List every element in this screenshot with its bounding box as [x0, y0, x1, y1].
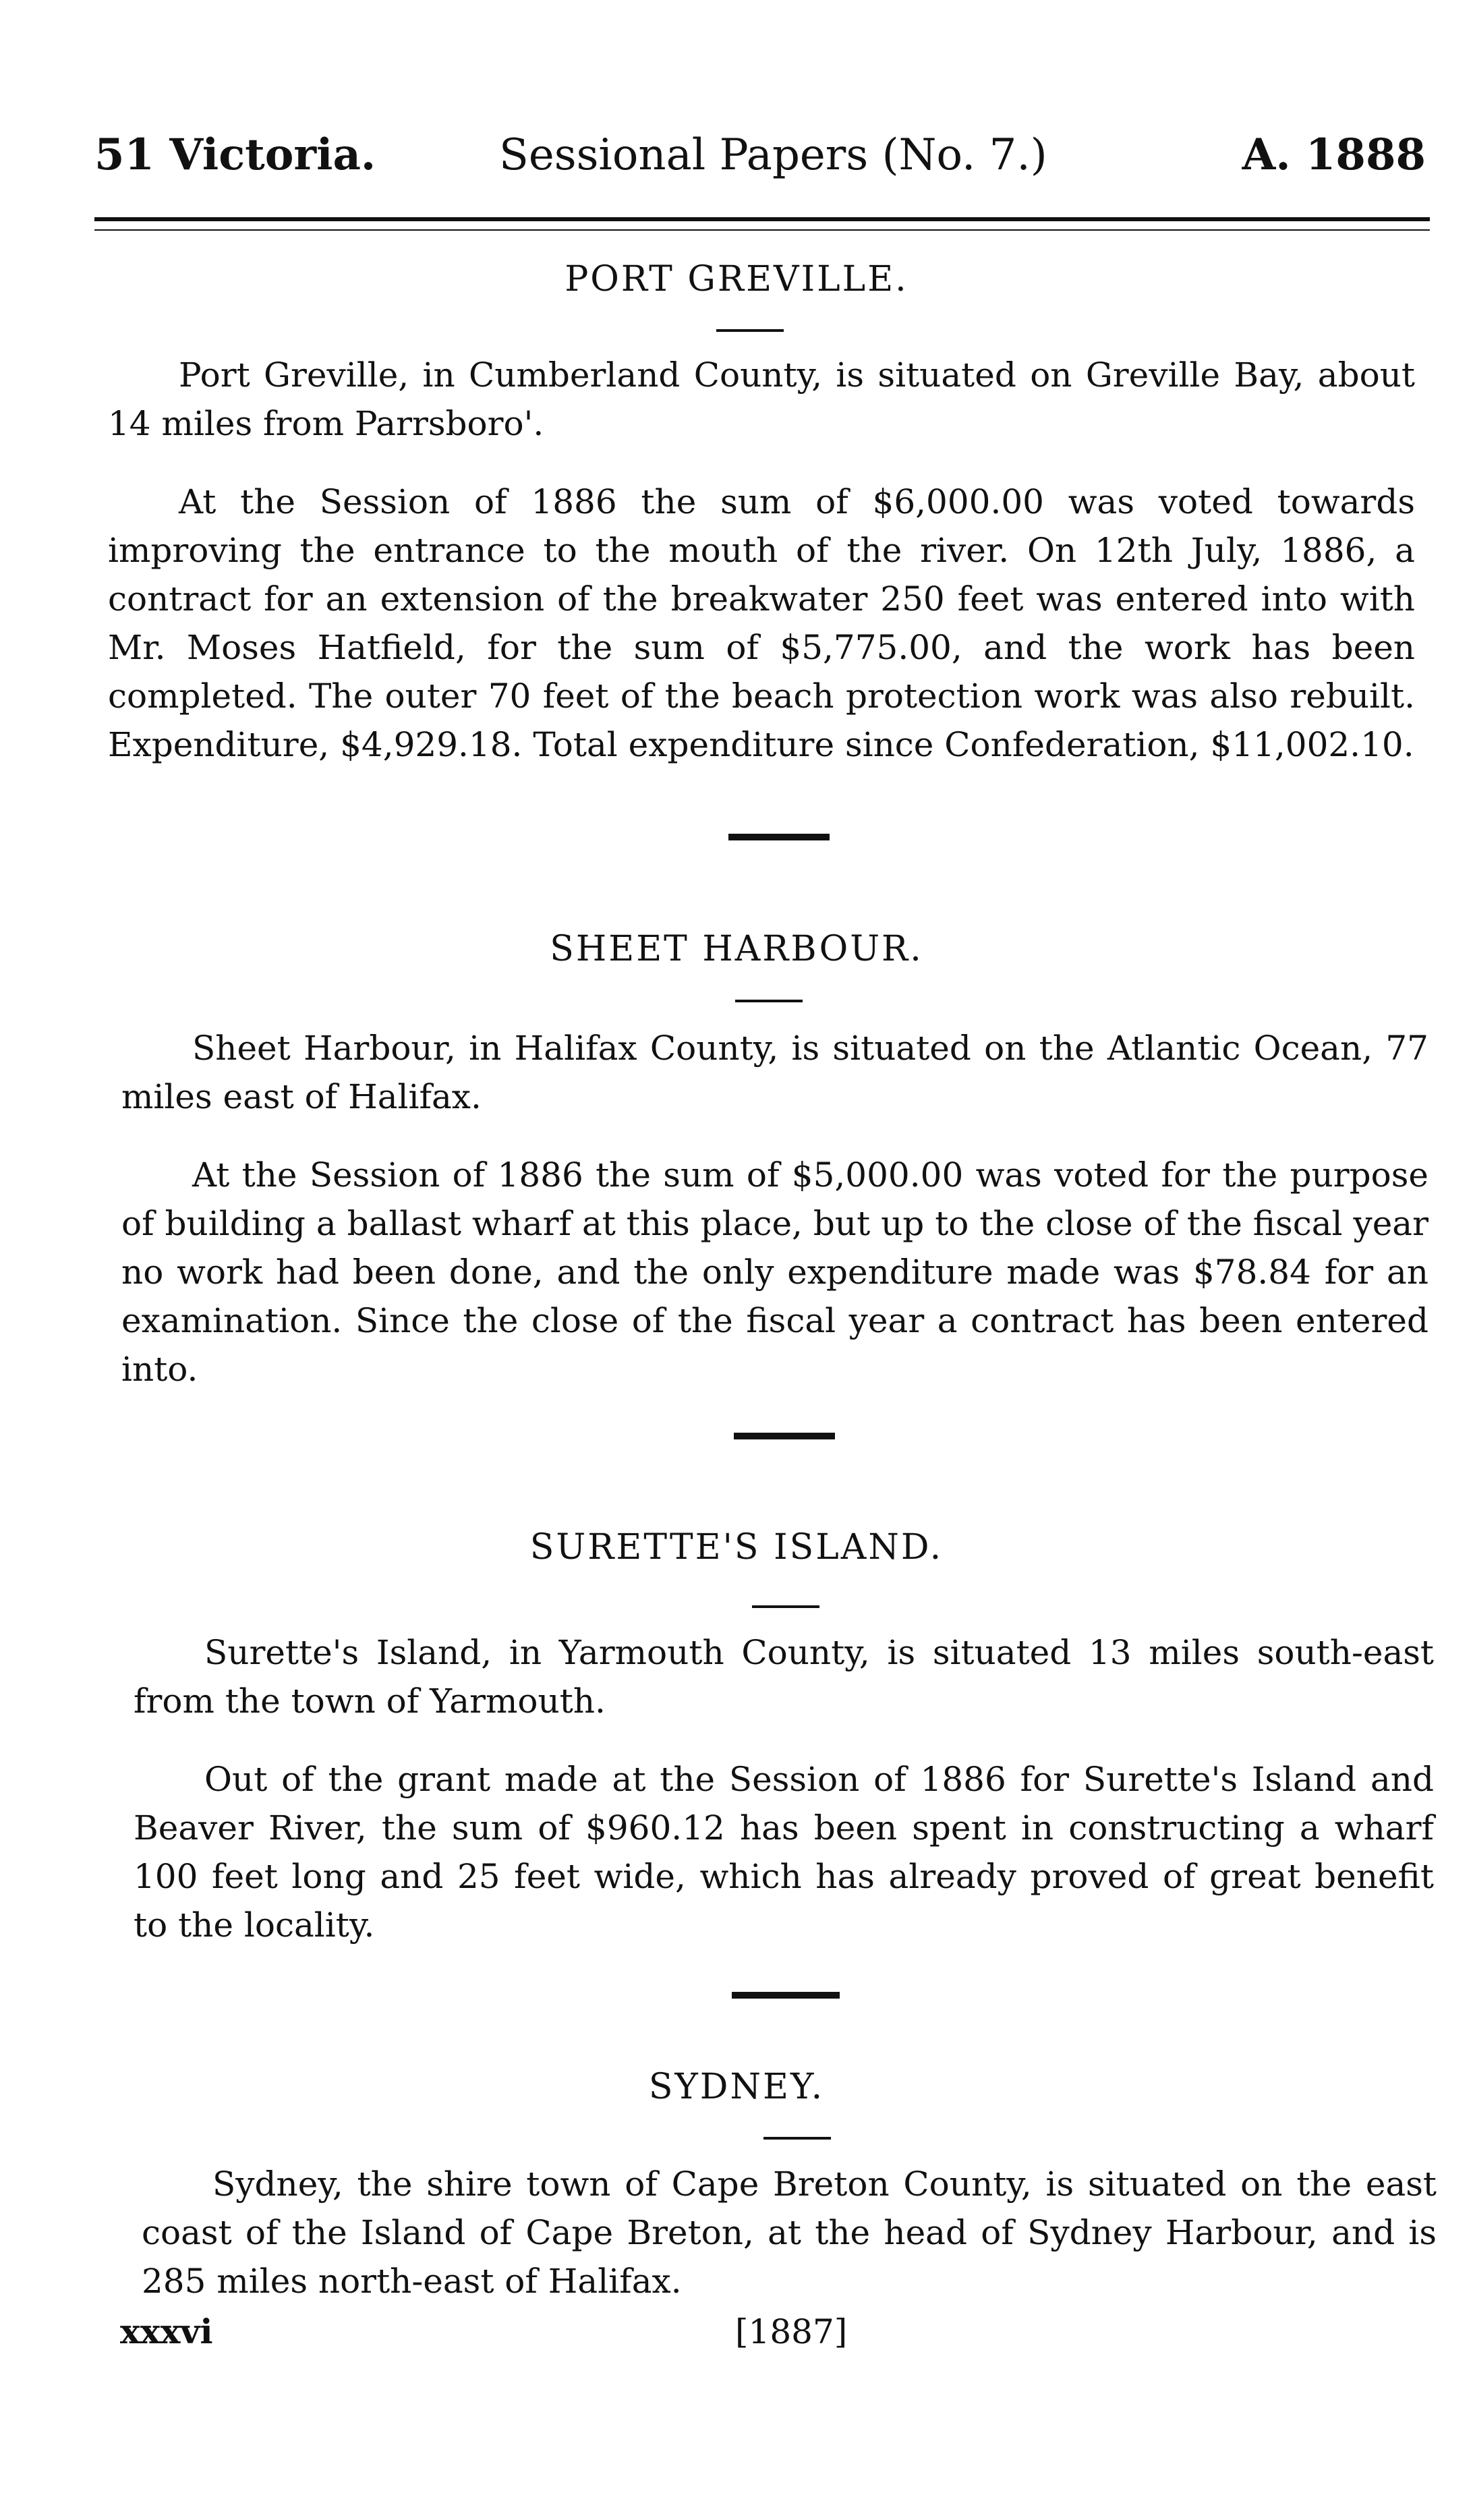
- page-number: xxxvi: [120, 2312, 213, 2351]
- header-session: 51 Victoria.: [94, 130, 376, 180]
- header-year: A. 1888: [1242, 130, 1426, 180]
- heading-underline: [763, 2137, 831, 2140]
- header-rule-thick: [94, 217, 1430, 221]
- section-heading-sydney: SYDNEY.: [648, 2067, 825, 2107]
- paragraph: Sheet Harbour, in Halifax County, is situated on the Atlantic Ocean, 77 miles east of Halifax.: [121, 1029, 1428, 1116]
- footer-year-bracket: [1887]: [735, 2312, 848, 2351]
- paragraph: Sydney, the shire town of Cape Breton County, is situated on the east coast of the Island of Cape Breton, at the head of Sydney Harbour, and is 285 miles north-east of Halifax.: [142, 2165, 1437, 2301]
- heading-underline: [735, 1000, 803, 1002]
- section-heading-sheet-harbour: SHEET HARBOUR.: [550, 929, 923, 969]
- heading-underline: [752, 1605, 819, 1608]
- header-rule-thin: [94, 229, 1430, 231]
- section-heading-surettes-island: SURETTE'S ISLAND.: [529, 1527, 944, 1568]
- paragraph: Out of the grant made at the Session of 1886 for Surette's Island and Beaver River, the sum of $960.12 has been spent in constructing a wharf 100 feet long and 25 feet wide, which has already proved of great benefit to the locality.: [134, 1760, 1434, 1945]
- paragraph: At the Session of 1886 the sum of $6,000.00 was voted towards improving the entrance to the mouth of the river. On 12th July, 1886, a contract for an extension of the breakwater 250 feet was entered into with Mr. Moses Hatfield, for the sum of $5,775.00, and the work has been completed. The outer 70 feet of the beach protection work was also rebuilt. Expenditure, $4,929.18. Total expenditure since Confederation, $11,002.10.: [108, 482, 1415, 764]
- section-separator: [734, 1433, 835, 1439]
- paragraph: Port Greville, in Cumberland County, is situated on Greville Bay, about 14 miles from Parrsboro'.: [108, 355, 1415, 443]
- page-header: [94, 128, 1426, 189]
- paragraph: At the Session of 1886 the sum of $5,000.00 was voted for the purpose of building a ballast wharf at this place, but up to the close of the fiscal year no work had been done, and the only expenditure made was $78.84 for an examination. Since the close of the fiscal year a contract has been entered into.: [121, 1155, 1428, 1389]
- section-heading-port-greville: PORT GREVILLE.: [565, 259, 908, 299]
- section-separator: [732, 1992, 840, 1999]
- heading-underline: [716, 329, 784, 332]
- paragraph: Surette's Island, in Yarmouth County, is situated 13 miles south-east from the town of Yarmouth.: [134, 1633, 1434, 1721]
- header-title: Sessional Papers (No. 7.): [499, 130, 1047, 180]
- section-separator: [728, 834, 830, 840]
